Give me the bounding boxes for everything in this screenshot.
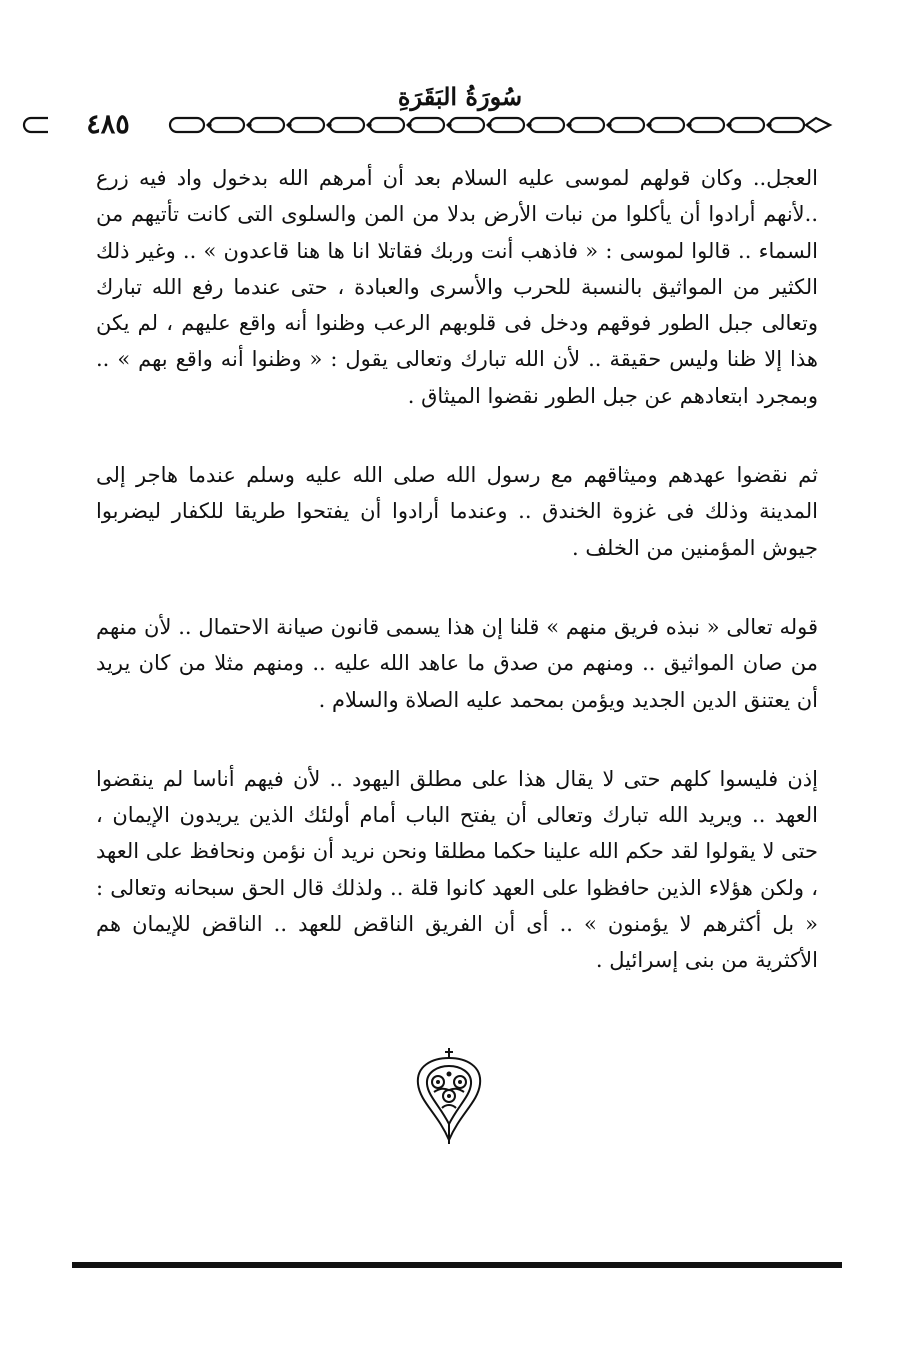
page-number: ٤٨٥ (48, 110, 168, 140)
paragraph: ثم نقضوا عهدهم وميثاقهم مع رسول الله صلى الله عليه وسلم عندما هاجر إلى المدينة وذلك فى غزوة الخندق .. وعندما أرادوا أن يفتحوا طريقا للكفار ليضربوا جيوش المؤمنين من الخلف . (96, 463, 818, 560)
arabesque-ornament-icon (412, 1044, 486, 1146)
body-text (96, 160, 818, 1022)
paragraph: قوله تعالى « نبذه فريق منهم » قلنا إن هذا يسمى قانون صيانة الاحتمال .. لأن منهم من صان المواثيق .. ومنهم من صدق ما عاهد الله عليه .. ومنهم مثلا من كان يريد أن يعتنق الدين الجديد ويؤمن بمحمد عليه الصلاة والسلام . (96, 614, 818, 712)
footer-rule (72, 1262, 842, 1268)
paragraph: إذن فليسوا كلهم حتى لا يقال هذا على مطلق اليهود .. لأن فيهم أناسا لم ينقضوا العهد .. ويريد الله تبارك وتعالى أن يفتح الباب أمام أولئك الذين يريدون الإيمان ، حتى لا يقولوا لقد حكم الله علينا حكما مطلقا ونحن نريد أن نؤمن ونحافظ على العهد ، ولكن هؤلاء الذين حافظوا على العهد كانوا قلة .. ولذلك قال الحق سبحانه وتعالى : « بل أكثرهم لا يؤمنون » .. أى أن الفريق الناقض للعهد .. الناقض للإيمان هم الأكثرية من بنى إسرائيل . (96, 766, 818, 973)
page-header (0, 0, 916, 150)
paragraph: العجل.. وكان قولهم لموسى عليه السلام بعد أن أمرهم الله بدخول واد فيه زرع ..لأنهم أرادوا أن يأكلوا من نبات الأرض بدلا من المن والسلوى التى كانت تأتيهم من السماء .. قالوا لموسى : « فاذهب أنت وربك فقاتلا انا ها هنا قاعدون » .. وغير ذلك الكثير من المواثيق بالنسبة للحرب والأسرى والعبادة ، حتى عندما رفع الله تبارك وتعالى جبل الطور فوقهم ودخل فى قلوبهم الرعب وظنوا أنه واقع عليهم ، لم يكن هذا إلا ظنا وليس حقيقة .. لأن الله تبارك وتعالى يقول : « وظنوا أنه واقع بهم » .. وبمجرد ابتعادهم عن جبل الطور نقضوا الميثاق . (96, 166, 818, 408)
surah-title: سُورَةُ البَقَرَةِ (397, 82, 523, 111)
